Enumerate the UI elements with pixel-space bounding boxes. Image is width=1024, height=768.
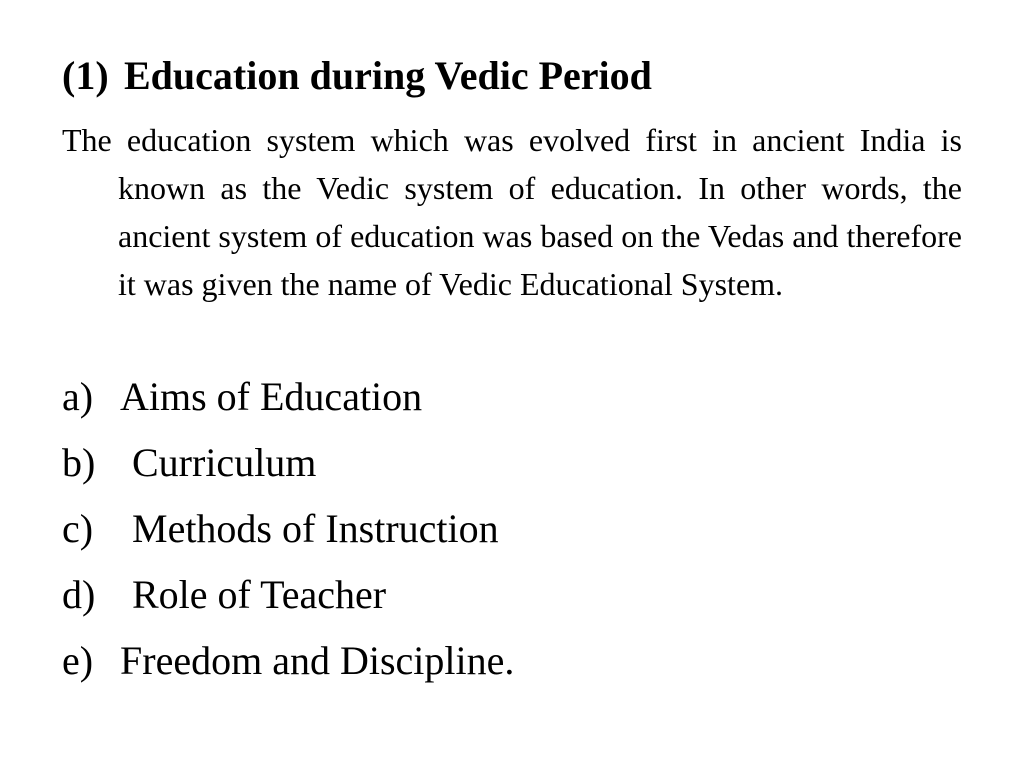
list-item-text: Freedom and Discipline.: [120, 638, 515, 683]
list-item: [62, 364, 962, 430]
list-item-text: Aims of Education: [120, 374, 423, 419]
list-marker: d): [62, 572, 96, 617]
topics-list: [62, 364, 962, 694]
list-item-text: Curriculum: [132, 440, 317, 485]
list-marker: c): [62, 506, 94, 551]
list-marker: b): [62, 440, 96, 485]
heading-number: (1): [62, 53, 109, 98]
list-item: [62, 628, 962, 694]
list-marker: e): [62, 638, 94, 683]
list-item: [62, 496, 962, 562]
heading-title: Education during Vedic Period: [124, 53, 652, 98]
list-item-text: Methods of Instruction: [132, 506, 499, 551]
list-marker: a): [62, 374, 94, 419]
slide-heading: [62, 52, 962, 100]
list-item-text: Role of Teacher: [132, 572, 387, 617]
list-item: [62, 430, 962, 496]
list-item: [62, 562, 962, 628]
intro-paragraph: The education system which was evolved first in ancient India is known as the Vedic system of education. In other words, the ancient system of education was based on the Vedas and therefore it was given the name of Vedic Educational System.: [62, 122, 962, 302]
